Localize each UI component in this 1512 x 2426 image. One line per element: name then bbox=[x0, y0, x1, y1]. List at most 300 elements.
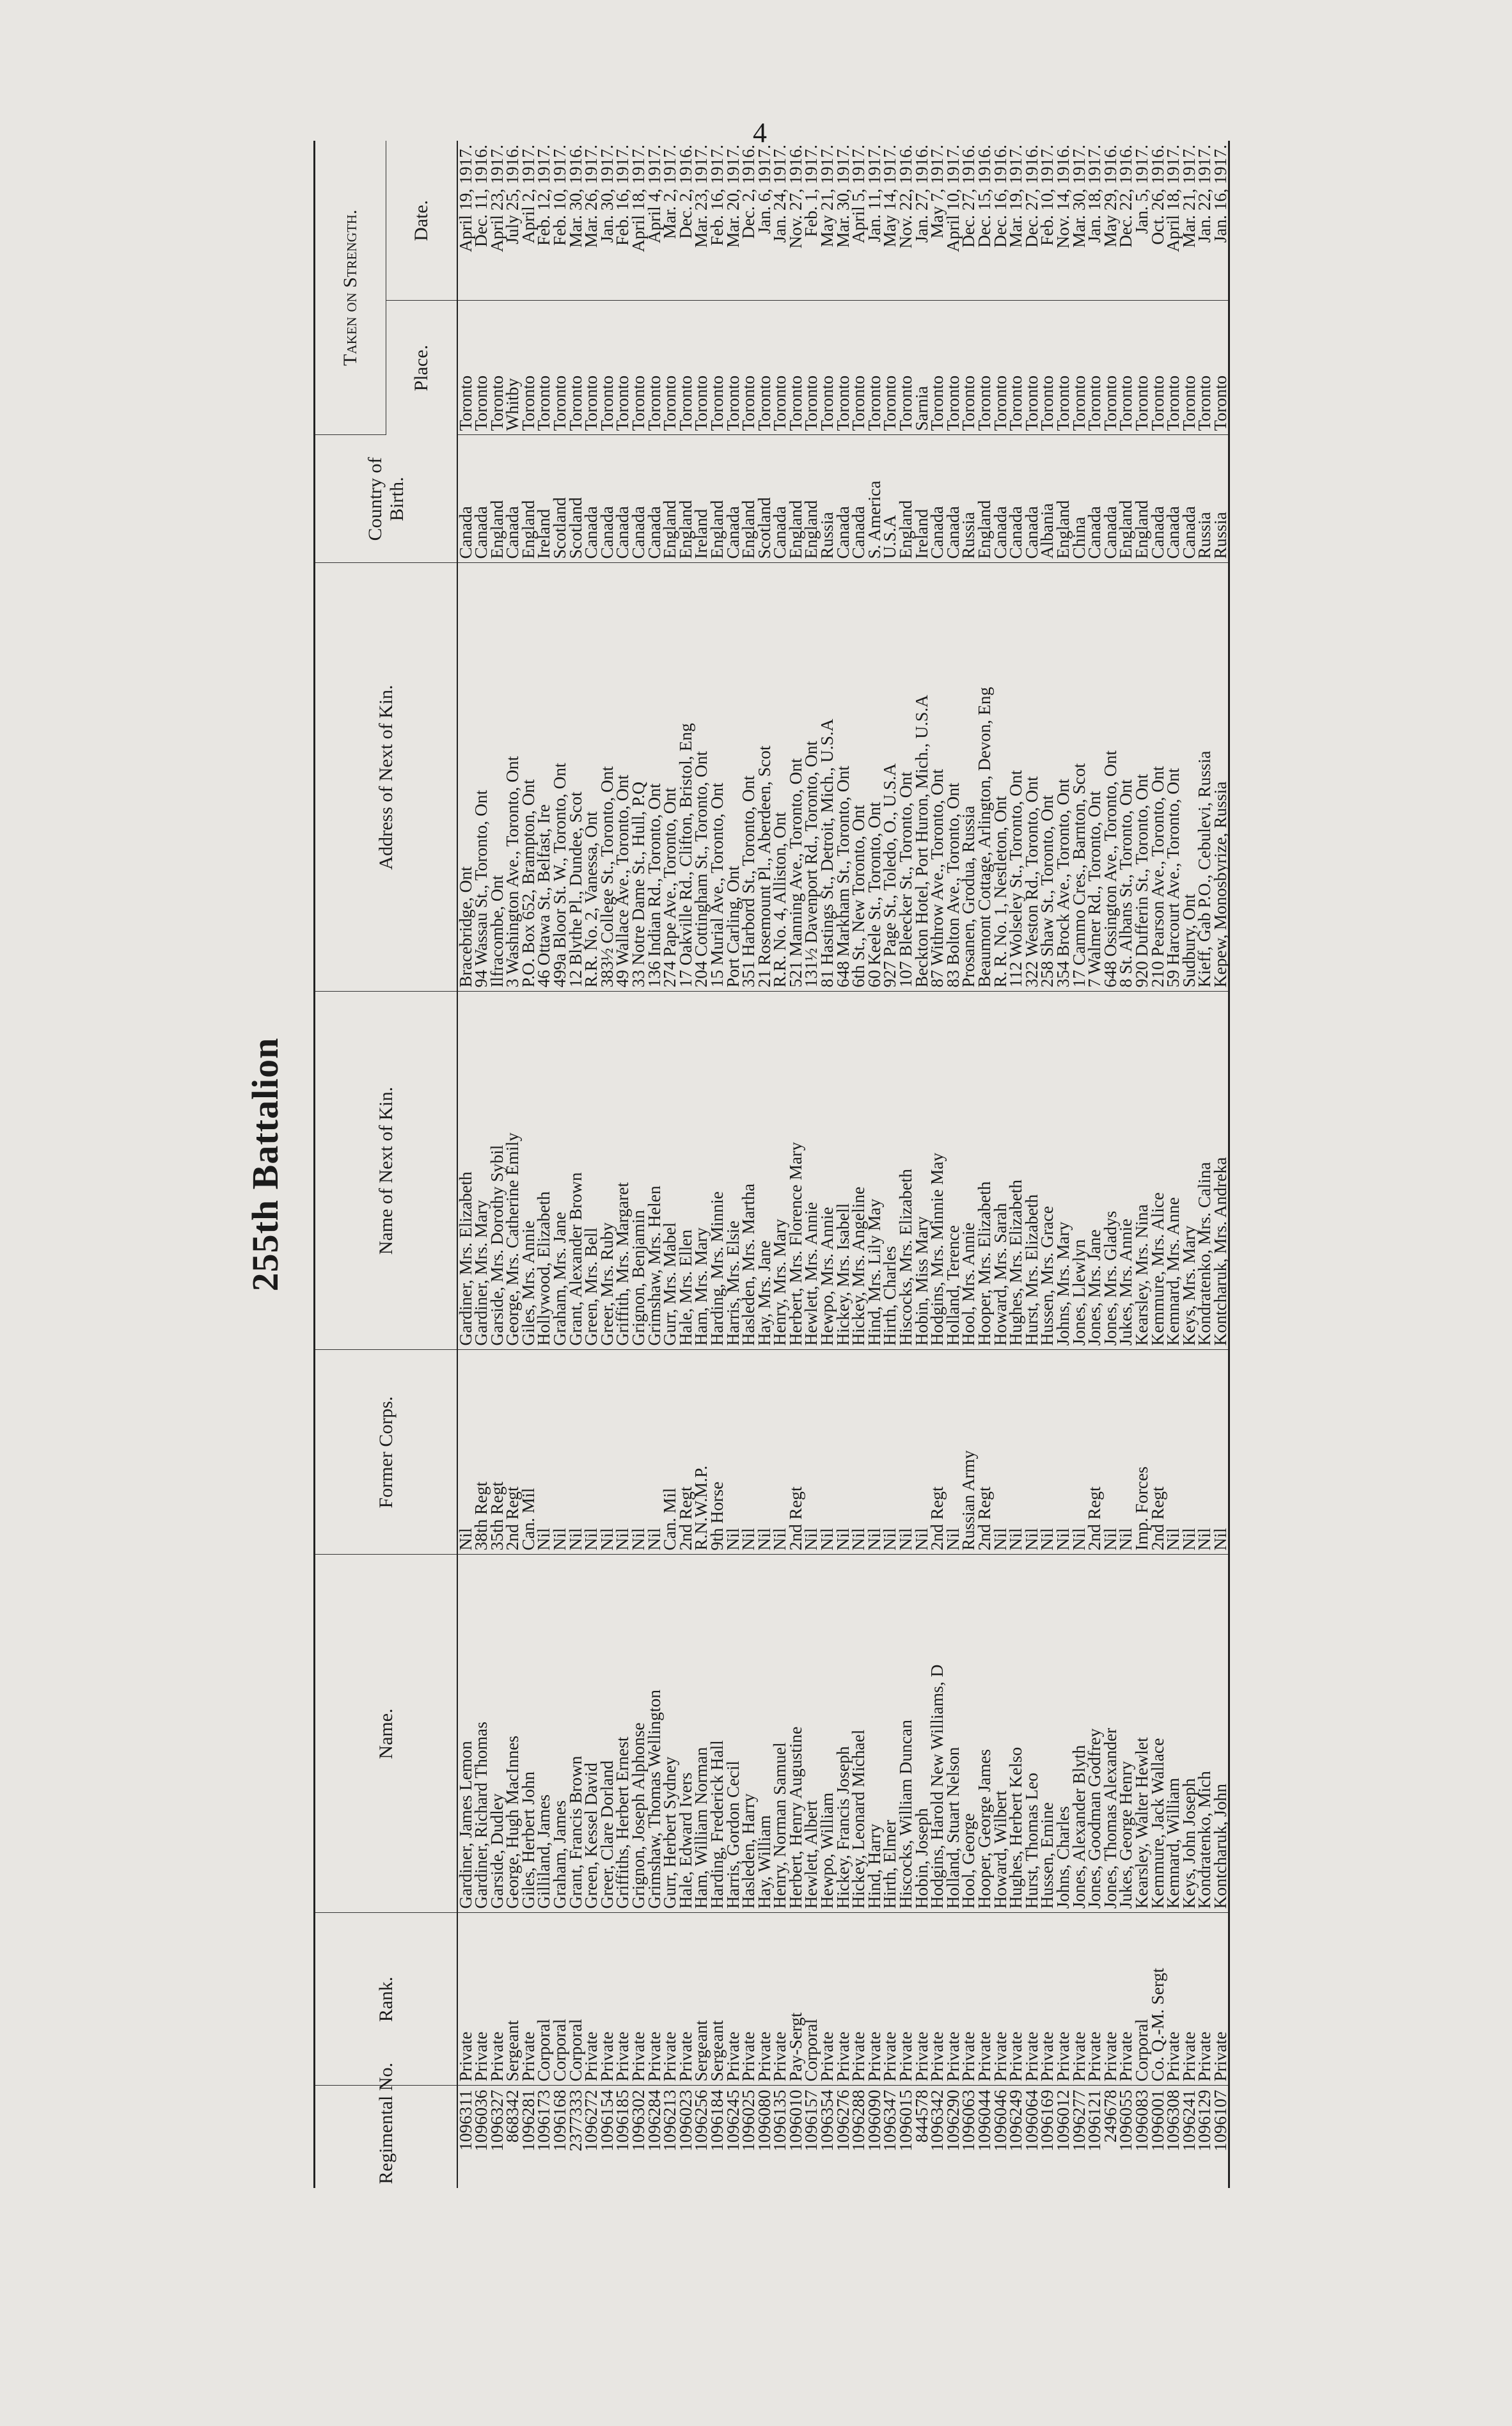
page-number: 4 bbox=[753, 117, 767, 148]
rank-cell: Private bbox=[457, 1913, 473, 2086]
country-of-birth-cell: Scotland bbox=[552, 435, 568, 563]
place-cell: Toronto bbox=[1118, 301, 1134, 435]
name-cell: Hay, William bbox=[757, 1555, 773, 1913]
former-corps-cell: Can. Mil bbox=[521, 1350, 537, 1555]
next-of-kin-cell: Green, Mrs. Bell bbox=[583, 992, 599, 1350]
name-cell: Grant, Francis Brown bbox=[568, 1555, 584, 1913]
place-cell: Toronto bbox=[521, 301, 537, 435]
rank-cell: Private bbox=[945, 1913, 961, 2086]
regimental-no-cell: 1096063 bbox=[958, 2089, 979, 2152]
regimental-no-cell: 1096121 bbox=[1084, 2089, 1105, 2152]
rank-cell: Private bbox=[977, 1913, 993, 2086]
address-cell: 46 Ottawa St., Belfast, Ire bbox=[536, 563, 552, 992]
next-of-kin-cell: Kontcharuk, Mrs. Andreka bbox=[1213, 992, 1229, 1350]
place-cell: Toronto bbox=[678, 301, 694, 435]
regimental-no-cell: 1096184 bbox=[706, 2089, 727, 2152]
name-cell: Kearsley, Walter Hewlet bbox=[1134, 1555, 1150, 1913]
regimental-no-cell: 249678 bbox=[1099, 2089, 1120, 2143]
place-cell: Toronto bbox=[945, 301, 961, 435]
address-cell: 12 Blythe Pl., Dundee, Scot bbox=[568, 563, 584, 992]
country-of-birth-cell: Canada bbox=[1165, 435, 1181, 563]
address-cell: Beckton Hotel, Port Huron, Mich., U.S.A bbox=[914, 563, 930, 992]
country-of-birth-cell: England bbox=[662, 435, 678, 563]
regimental-no-cell: 1096055 bbox=[1115, 2089, 1136, 2152]
address-cell: 648 Markham St., Toronto, Ont bbox=[835, 563, 851, 992]
country-of-birth-cell: England bbox=[1055, 435, 1071, 563]
place-cell: Toronto bbox=[898, 301, 914, 435]
name-cell: Hughes, Herbert Kelso bbox=[1008, 1555, 1024, 1913]
name-cell: Holland, Stuart Nelson bbox=[945, 1555, 961, 1913]
next-of-kin-cell: Herbert, Mrs. Florence Mary bbox=[788, 992, 804, 1350]
place-cell: Toronto bbox=[788, 301, 804, 435]
next-of-kin-cell: Jones, Mrs. Gladys bbox=[1103, 992, 1119, 1350]
next-of-kin-cell: Hiscocks, Mrs. Elizabeth bbox=[898, 992, 914, 1350]
regimental-no-cell: 1096046 bbox=[989, 2089, 1010, 2152]
date-cell: Dec. 22, 1916. bbox=[1118, 141, 1134, 301]
date-cell: Mar. 2, 1917. bbox=[662, 141, 678, 301]
rank-cell: Sergeant bbox=[505, 1913, 521, 2086]
address-cell: 33 Notre Dame St., Hull, P.Q bbox=[631, 563, 647, 992]
regimental-no-cell: 1096083 bbox=[1131, 2089, 1151, 2152]
rank-cell: Sergeant bbox=[693, 1913, 709, 2086]
header-address-of-next-of-kin: Address of Next of Kin. bbox=[315, 563, 458, 992]
next-of-kin-cell: Kearsley, Mrs. Nina bbox=[1134, 992, 1150, 1350]
address-cell: R.R. No. 4, Alliston, Ont bbox=[772, 563, 788, 992]
former-corps-cell: 2nd Regt bbox=[1150, 1350, 1166, 1555]
address-cell: 927 Page St., Toledo, O., U.S.A bbox=[882, 563, 898, 992]
regimental-no-cell: 1096213 bbox=[659, 2089, 680, 2152]
rank-cell: Corporal bbox=[536, 1913, 552, 2086]
next-of-kin-cell: Jones, Mrs. Jane bbox=[1087, 992, 1103, 1350]
former-corps-cell: 2nd Regt bbox=[788, 1350, 804, 1555]
rank-cell: Private bbox=[757, 1913, 773, 2086]
next-of-kin-cell: Hooper, Mrs. Elizabeth bbox=[977, 992, 993, 1350]
country-of-birth-cell: Canada bbox=[473, 435, 489, 563]
place-cell: Toronto bbox=[757, 301, 773, 435]
rank-cell: Private bbox=[473, 1913, 489, 2086]
place-cell: Toronto bbox=[457, 301, 473, 435]
date-cell: April 18, 1917. bbox=[631, 141, 647, 301]
regimental-no-cell: 2377333 bbox=[565, 2089, 585, 2152]
place-cell: Toronto bbox=[851, 301, 867, 435]
name-cell: Gardiner, Richard Thomas bbox=[473, 1555, 489, 1913]
address-cell: P.O. Box 652, Brampton, Ont bbox=[521, 563, 537, 992]
former-corps-cell: Nil bbox=[1055, 1350, 1071, 1555]
country-of-birth-cell: Canada bbox=[599, 435, 615, 563]
regimental-no-cell: 1096107 bbox=[1209, 2089, 1230, 2152]
name-cell: Jones, Alexander Blyth bbox=[1071, 1555, 1087, 1913]
name-cell: Grimshaw, Thomas Wellington bbox=[647, 1555, 663, 1913]
place-cell: Toronto bbox=[662, 301, 678, 435]
former-corps-cell: 2nd Regt bbox=[929, 1350, 945, 1555]
name-cell: Hale, Edward Ivers bbox=[678, 1555, 694, 1913]
rank-cell: Private bbox=[1087, 1913, 1103, 2086]
country-of-birth-cell: England bbox=[709, 435, 725, 563]
header-name-of-next-of-kin: Name of Next of Kin. bbox=[315, 992, 458, 1350]
rank-cell: Corporal bbox=[552, 1913, 568, 2086]
next-of-kin-cell: Hughes, Mrs. Elizabeth bbox=[1008, 992, 1024, 1350]
country-of-birth-cell: Canada bbox=[583, 435, 599, 563]
date-cell: Dec. 27, 1916. bbox=[1024, 141, 1040, 301]
place-cell: Toronto bbox=[1055, 301, 1071, 435]
address-cell: Sudbury, Ont bbox=[1181, 563, 1197, 992]
country-of-birth-cell: Ireland bbox=[914, 435, 930, 563]
place-cell: Toronto bbox=[1071, 301, 1087, 435]
regimental-no-cell: 1096277 bbox=[1068, 2089, 1089, 2152]
place-cell: Toronto bbox=[647, 301, 663, 435]
rank-cell: Co. Q.-M. Sergt bbox=[1150, 1913, 1166, 2086]
rank-cell: Private bbox=[583, 1913, 599, 2086]
regimental-no-cell: 1096311 bbox=[455, 2089, 475, 2151]
place-cell: Toronto bbox=[993, 301, 1009, 435]
next-of-kin-cell: Grignon, Benjamin bbox=[631, 992, 647, 1350]
regimental-no-cell: 1096010 bbox=[785, 2089, 805, 2152]
address-cell: 499a Bloor St. W., Toronto, Ont bbox=[552, 563, 568, 992]
country-of-birth-cell: Albania bbox=[1039, 435, 1055, 563]
country-of-birth-cell: Russia bbox=[1197, 435, 1213, 563]
country-of-birth-cell: Canada bbox=[505, 435, 521, 563]
rank-cell: Private bbox=[725, 1913, 741, 2086]
country-of-birth-cell: Russia bbox=[819, 435, 835, 563]
country-of-birth-cell: Canada bbox=[945, 435, 961, 563]
former-corps-cell: 2nd Regt bbox=[1087, 1350, 1103, 1555]
former-corps-cell: Nil bbox=[599, 1350, 615, 1555]
place-cell: Toronto bbox=[1197, 301, 1213, 435]
address-cell: Bracebridge, Ont bbox=[457, 563, 473, 992]
date-cell: Feb. 16, 1917. bbox=[709, 141, 725, 301]
country-of-birth-cell: England bbox=[803, 435, 819, 563]
place-cell: Toronto bbox=[631, 301, 647, 435]
date-cell: May 14, 1917. bbox=[882, 141, 898, 301]
country-of-birth-cell: Canada bbox=[772, 435, 788, 563]
country-of-birth-cell: Canada bbox=[851, 435, 867, 563]
name-cell: Kontcharuk, John bbox=[1213, 1555, 1229, 1913]
former-corps-cell: Nil bbox=[725, 1350, 741, 1555]
next-of-kin-cell: Hind, Mrs. Lily May bbox=[867, 992, 883, 1350]
regimental-no-cell: 1096012 bbox=[1052, 2089, 1073, 2152]
regimental-no-cell: 1096256 bbox=[691, 2089, 711, 2152]
former-corps-cell: Nil bbox=[1039, 1350, 1055, 1555]
former-corps-cell: Nil bbox=[945, 1350, 961, 1555]
next-of-kin-cell: Grant, Alexander Brown bbox=[568, 992, 584, 1350]
former-corps-cell: Nil bbox=[1118, 1350, 1134, 1555]
former-corps-cell: R.N.W.M.P. bbox=[693, 1350, 709, 1555]
regimental-no-cell: 1096290 bbox=[942, 2089, 963, 2152]
rank-cell: Private bbox=[599, 1913, 615, 2086]
name-cell: Greer, Clare Dorland bbox=[599, 1555, 615, 1913]
address-cell: 7 Walmer Rd., Toronto, Ont bbox=[1087, 563, 1103, 992]
date-cell: Mar. 30, 1917. bbox=[1071, 141, 1087, 301]
date-cell: Nov. 14, 1916. bbox=[1055, 141, 1071, 301]
country-of-birth-cell: Canada bbox=[647, 435, 663, 563]
name-cell: Green, Kessel David bbox=[583, 1555, 599, 1913]
former-corps-cell: Nil bbox=[1197, 1350, 1213, 1555]
rank-cell: Corporal bbox=[1134, 1913, 1150, 2086]
name-cell: Gilliland, James bbox=[536, 1555, 552, 1913]
regimental-no-cell: 1096272 bbox=[581, 2089, 601, 2152]
date-cell: April 4, 1917. bbox=[647, 141, 663, 301]
place-cell: Toronto bbox=[536, 301, 552, 435]
name-cell: Kemmure, Jack Wallace bbox=[1150, 1555, 1166, 1913]
address-cell: 920 Dufferin St., Toronto, Ont bbox=[1134, 563, 1150, 992]
former-corps-cell: Nil bbox=[803, 1350, 819, 1555]
next-of-kin-cell: Holland, Terence bbox=[945, 992, 961, 1350]
next-of-kin-cell: Johns, Mrs. Mary bbox=[1055, 992, 1071, 1350]
date-cell: Dec. 11, 1916. bbox=[473, 141, 489, 301]
address-cell: 6th St., New Toronto, Ont bbox=[851, 563, 867, 992]
country-of-birth-cell: Canada bbox=[1150, 435, 1166, 563]
former-corps-cell: Nil bbox=[835, 1350, 851, 1555]
name-cell: Hind, Harry bbox=[867, 1555, 883, 1913]
country-of-birth-cell: England bbox=[788, 435, 804, 563]
next-of-kin-cell: Gardiner, Mrs. Mary bbox=[473, 992, 489, 1350]
next-of-kin-cell: Keys, Mrs. Mary bbox=[1181, 992, 1197, 1350]
date-cell: Dec. 27, 1916. bbox=[961, 141, 977, 301]
battalion-roll-sheet bbox=[230, 141, 1292, 2188]
name-cell: Johns, Charles bbox=[1055, 1555, 1071, 1913]
former-corps-cell: Nil bbox=[851, 1350, 867, 1555]
former-corps-cell: Nil bbox=[552, 1350, 568, 1555]
address-cell: 17 Oakville Rd., Clifton, Bristol, Eng bbox=[678, 563, 694, 992]
next-of-kin-cell: Hussen, Mrs. Grace bbox=[1039, 992, 1055, 1350]
date-cell: Mar. 30, 1917. bbox=[835, 141, 851, 301]
rank-cell: Private bbox=[1008, 1913, 1024, 2086]
country-of-birth-cell: Canada bbox=[1181, 435, 1197, 563]
next-of-kin-cell: Hickey, Mrs. Isabell bbox=[835, 992, 851, 1350]
former-corps-cell: Nil bbox=[1181, 1350, 1197, 1555]
regimental-no-cell: 1096090 bbox=[863, 2089, 884, 2152]
country-of-birth-cell: Canada bbox=[1024, 435, 1040, 563]
country-of-birth-cell: England bbox=[521, 435, 537, 563]
former-corps-cell: Nil bbox=[993, 1350, 1009, 1555]
former-corps-cell: Nil bbox=[741, 1350, 757, 1555]
next-of-kin-cell: Griffith, Mrs. Margaret bbox=[615, 992, 631, 1350]
rank-cell: Private bbox=[678, 1913, 694, 2086]
address-cell: 274 Pape Ave., Toronto, Ont bbox=[662, 563, 678, 992]
address-cell: 354 Brock Ave., Toronto, Ont bbox=[1055, 563, 1071, 992]
date-cell: Oct. 26, 1916. bbox=[1150, 141, 1166, 301]
former-corps-cell: 9th Horse bbox=[709, 1350, 725, 1555]
name-cell: Hobin, Joseph bbox=[914, 1555, 930, 1913]
date-cell: Jan. 27, 1916. bbox=[914, 141, 930, 301]
country-of-birth-cell: England bbox=[1134, 435, 1150, 563]
next-of-kin-cell: Hay, Mrs. Jane bbox=[757, 992, 773, 1350]
rank-cell: Private bbox=[647, 1913, 663, 2086]
date-cell: Mar. 23, 1917. bbox=[693, 141, 709, 301]
rank-cell: Corporal bbox=[568, 1913, 584, 2086]
rank-cell: Private bbox=[772, 1913, 788, 2086]
place-cell: Toronto bbox=[819, 301, 835, 435]
rank-cell: Private bbox=[882, 1913, 898, 2086]
date-cell: Jan. 18, 1917. bbox=[1087, 141, 1103, 301]
name-cell: Hooper, George James bbox=[977, 1555, 993, 1913]
regimental-no-cell: 1096135 bbox=[769, 2089, 790, 2152]
country-of-birth-cell: Ireland bbox=[693, 435, 709, 563]
next-of-kin-cell: Gurr, Mrs. Mabel bbox=[662, 992, 678, 1350]
rank-cell: Private bbox=[1213, 1913, 1229, 2086]
nominal-roll-table bbox=[313, 141, 1230, 2188]
name-cell: Gurr, Herbert Sydney bbox=[662, 1555, 678, 1913]
place-cell: Toronto bbox=[929, 301, 945, 435]
regimental-no-cell: 1096347 bbox=[879, 2089, 900, 2152]
next-of-kin-cell: Hollywood, Elizabeth bbox=[536, 992, 552, 1350]
place-cell: Toronto bbox=[583, 301, 599, 435]
rank-cell: Private bbox=[1039, 1913, 1055, 2086]
name-cell: Ham, William Norman bbox=[693, 1555, 709, 1913]
country-of-birth-cell: Canada bbox=[1008, 435, 1024, 563]
date-cell: Nov. 27, 1916. bbox=[788, 141, 804, 301]
name-cell: Kemnard, William bbox=[1165, 1555, 1181, 1913]
next-of-kin-cell: Hewlett, Mrs. Annie bbox=[803, 992, 819, 1350]
date-cell: Feb. 10, 1917. bbox=[552, 141, 568, 301]
name-cell: Hewlett, Albert bbox=[803, 1555, 819, 1913]
header-former-corps: Former Corps. bbox=[315, 1350, 458, 1555]
former-corps-cell: 2nd Regt bbox=[678, 1350, 694, 1555]
address-cell: 648 Ossington Ave., Toronto, Ont bbox=[1103, 563, 1119, 992]
rank-cell: Private bbox=[819, 1913, 835, 2086]
place-cell: Toronto bbox=[489, 301, 505, 435]
address-cell: 322 Weston Rd., Toronto, Ont bbox=[1024, 563, 1040, 992]
former-corps-cell: Nil bbox=[1213, 1350, 1229, 1555]
place-cell: Toronto bbox=[1039, 301, 1055, 435]
date-cell: Feb. 16, 1917. bbox=[615, 141, 631, 301]
country-of-birth-cell: U.S.A bbox=[882, 435, 898, 563]
rank-cell: Private bbox=[914, 1913, 930, 2086]
header-place: Place. bbox=[386, 301, 458, 435]
place-cell: Toronto bbox=[1103, 301, 1119, 435]
country-of-birth-cell: Ireland bbox=[536, 435, 552, 563]
country-of-birth-cell: Scotland bbox=[568, 435, 584, 563]
regimental-no-cell: 844578 bbox=[911, 2089, 931, 2143]
name-cell: Henry, Norman Samuel bbox=[772, 1555, 788, 1913]
roll-rows bbox=[457, 141, 1229, 2188]
name-cell: Hirth, Elmer bbox=[882, 1555, 898, 1913]
country-of-birth-cell: Canada bbox=[835, 435, 851, 563]
rank-cell: Private bbox=[521, 1913, 537, 2086]
rank-cell: Private bbox=[1103, 1913, 1119, 2086]
regimental-no-cell: 1096327 bbox=[486, 2089, 507, 2152]
header-taken-on-strength: Taken on Strength. bbox=[315, 141, 386, 435]
former-corps-cell: Can. Mil bbox=[662, 1350, 678, 1555]
regimental-no-cell: 1096241 bbox=[1178, 2089, 1199, 2152]
address-cell: 131½ Davenport Rd., Toronto, Ont bbox=[803, 563, 819, 992]
regimental-no-cell: 1096064 bbox=[1021, 2089, 1041, 2152]
former-corps-cell: Nil bbox=[867, 1350, 883, 1555]
place-cell: Toronto bbox=[473, 301, 489, 435]
address-cell: R. R. No. 1, Nestleton, Ont bbox=[993, 563, 1009, 992]
former-corps-cell: Nil bbox=[568, 1350, 584, 1555]
address-cell: R.R. No. 2, Vanessa, Ont bbox=[583, 563, 599, 992]
former-corps-cell: 35th Regt bbox=[489, 1350, 505, 1555]
place-cell: Sarnia bbox=[914, 301, 930, 435]
country-of-birth-cell: England bbox=[1118, 435, 1134, 563]
date-cell: Feb. 1, 1917. bbox=[803, 141, 819, 301]
date-cell: Feb. 10, 1917. bbox=[1039, 141, 1055, 301]
rank-cell: Private bbox=[615, 1913, 631, 2086]
date-cell: Mar. 30, 1916. bbox=[568, 141, 584, 301]
date-cell: Dec. 16, 1916. bbox=[993, 141, 1009, 301]
name-cell: Hickey, Francis Joseph bbox=[835, 1555, 851, 1913]
name-cell: Keys, John Joseph bbox=[1181, 1555, 1197, 1913]
place-cell: Toronto bbox=[599, 301, 615, 435]
place-cell: Toronto bbox=[552, 301, 568, 435]
country-of-birth-cell: China bbox=[1071, 435, 1087, 563]
country-of-birth-cell: Scotland bbox=[757, 435, 773, 563]
rank-cell: Private bbox=[489, 1913, 505, 2086]
next-of-kin-cell: Harris, Mrs. Elsie bbox=[725, 992, 741, 1350]
address-cell: 383½ College St., Toronto, Ont bbox=[599, 563, 615, 992]
next-of-kin-cell: Gardiner, Mrs. Elizabeth bbox=[457, 992, 473, 1350]
name-cell: Jones, Thomas Alexander bbox=[1103, 1555, 1119, 1913]
address-cell: 107 Bleecker St., Toronto, Ont bbox=[898, 563, 914, 992]
country-of-birth-cell: S. America bbox=[867, 435, 883, 563]
country-of-birth-cell: Canada bbox=[631, 435, 647, 563]
regimental-no-cell: 1096157 bbox=[801, 2089, 821, 2152]
place-cell: Toronto bbox=[709, 301, 725, 435]
header-rank: Rank. bbox=[315, 1913, 458, 2086]
address-cell: 3 Washington Ave., Toronto, Ont bbox=[505, 563, 521, 992]
rank-cell: Corporal bbox=[803, 1913, 819, 2086]
former-corps-cell: Nil bbox=[757, 1350, 773, 1555]
name-cell: Graham, James bbox=[552, 1555, 568, 1913]
name-cell: Hurst, Thomas Leo bbox=[1024, 1555, 1040, 1913]
address-cell: 8 St. Albans St., Toronto, Ont bbox=[1118, 563, 1134, 992]
regimental-no-cell: 1096342 bbox=[927, 2089, 947, 2152]
former-corps-cell: Nil bbox=[647, 1350, 663, 1555]
address-cell: 112 Wolseley St., Toronto, Ont bbox=[1008, 563, 1024, 992]
next-of-kin-cell: Hasleden, Mrs. Martha bbox=[741, 992, 757, 1350]
date-cell: May 21, 1917. bbox=[819, 141, 835, 301]
address-cell: Beaumont Cottage, Arlington, Devon, Eng bbox=[977, 563, 993, 992]
name-cell: Jones, Goodman Godfrey bbox=[1087, 1555, 1103, 1913]
address-cell: Kepew, Monosbyrize, Russia bbox=[1213, 563, 1229, 992]
next-of-kin-cell: Greer, Mrs. Ruby bbox=[599, 992, 615, 1350]
address-cell: 258 Shaw St., Toronto, Ont bbox=[1039, 563, 1055, 992]
former-corps-cell: Nil bbox=[457, 1350, 473, 1555]
header-date: Date. bbox=[386, 141, 458, 301]
date-cell: Jan. 5, 1917. bbox=[1134, 141, 1150, 301]
regimental-no-cell: 1096284 bbox=[643, 2089, 664, 2152]
former-corps-cell: 2nd Regt bbox=[505, 1350, 521, 1555]
date-cell: Jan. 6, 1917. bbox=[757, 141, 773, 301]
address-cell: 49 Wallace Ave., Toronto, Ont bbox=[615, 563, 631, 992]
date-cell: Mar. 26, 1917. bbox=[583, 141, 599, 301]
place-cell: Toronto bbox=[977, 301, 993, 435]
regimental-no-cell: 1096025 bbox=[738, 2089, 759, 2152]
next-of-kin-cell: Grimshaw, Mrs. Helen bbox=[647, 992, 663, 1350]
country-of-birth-cell: Canada bbox=[1103, 435, 1119, 563]
regimental-no-cell: 1096154 bbox=[596, 2089, 617, 2152]
next-of-kin-cell: Hool, Mrs. Annie bbox=[961, 992, 977, 1350]
former-corps-cell: Nil bbox=[898, 1350, 914, 1555]
regimental-no-cell: 1096249 bbox=[1005, 2089, 1026, 2152]
regimental-no-cell: 1096185 bbox=[612, 2089, 633, 2152]
date-cell: Feb. 12, 1917. bbox=[536, 141, 552, 301]
name-cell: Hodgins, Harold New Williams, D bbox=[929, 1555, 945, 1913]
next-of-kin-cell: Hodgins, Mrs. Minnie May bbox=[929, 992, 945, 1350]
regimental-no-cell: 1096276 bbox=[832, 2089, 853, 2152]
place-cell: Toronto bbox=[803, 301, 819, 435]
former-corps-cell: Imp. Forces bbox=[1134, 1350, 1150, 1555]
regimental-no-cell: 1096302 bbox=[627, 2089, 648, 2152]
name-cell: Jukes, George Henry bbox=[1118, 1555, 1134, 1913]
regimental-no-cell: 1096308 bbox=[1163, 2089, 1183, 2152]
address-cell: Ilfracombe, Ont bbox=[489, 563, 505, 992]
date-cell: April 19, 1917. bbox=[457, 141, 473, 301]
next-of-kin-cell: Garside, Mrs. Dorothy Sybil bbox=[489, 992, 505, 1350]
name-cell: Grignon, Joseph Alphonse bbox=[631, 1555, 647, 1913]
date-cell: May 29, 1916. bbox=[1103, 141, 1119, 301]
